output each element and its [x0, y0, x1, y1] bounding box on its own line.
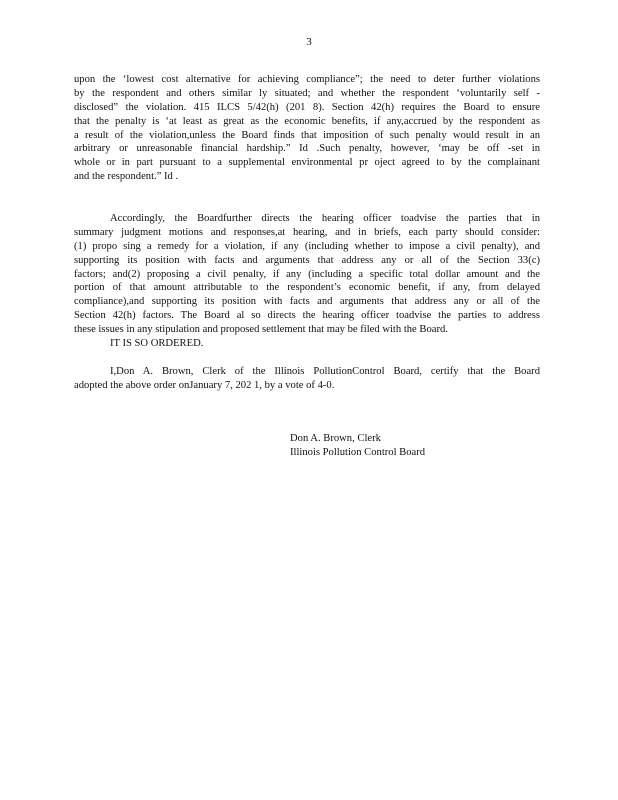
signature-block [290, 432, 425, 460]
text-line: these issues in any stipulation and proposed settlement that may be filed with the Board. [74, 324, 448, 336]
text-line: IT IS SO ORDERED. [110, 338, 204, 349]
so-ordered-statement [74, 337, 540, 351]
text-line: disclosed” the violation. 415 ILCS 5/42(h) (201 8). Section 42(h) requires the Board to ensure [74, 101, 540, 113]
text-line: (1) propo sing a remedy for a violation, if any (including whether to impose a civil penalty), and [74, 240, 540, 252]
page-number: 3 [306, 36, 312, 48]
text-line: I,Don A. Brown, Clerk of the Illinois PollutionControl Board, certify that the Board [110, 366, 540, 377]
paragraph-hearing-directions [74, 212, 540, 337]
text-line: factors; and(2) proposing a civil penalty, if any (including a specific total dollar amount and the [74, 268, 540, 280]
text-line: supporting its position with facts and arguments that address any or all of the Section 33(c) [74, 254, 540, 266]
paragraph-penalty-factors [74, 73, 540, 184]
text-line: upon the ‘lowest cost alternative for achieving compliance”; the need to deter further violations [74, 74, 540, 85]
text-line: and the respondent.” Id . [74, 171, 179, 183]
text-line: portion of that amount attributable to the respondent’s economic benefit, if any, from delayed [74, 282, 540, 294]
text-line: compliance),and supporting its position with facts and arguments that address any or all of the [74, 296, 540, 308]
text-line: a result of the violation,unless the Board finds that imposition of such penalty would result in an [74, 129, 540, 141]
text-line: Section 42(h) factors. The Board al so directs the hearing officer toadvise the parties to address [74, 310, 540, 322]
text-line: Accordingly, the Boardfurther directs the hearing officer toadvise the parties that in [110, 213, 540, 224]
text-line: arbitrary or unreasonable financial hardship.” Id .Such penalty, however, ‘may be off -set in [74, 143, 540, 155]
text-line: adopted the above order onJanuary 7, 202 1, by a vote of 4-0. [74, 379, 335, 391]
text-line: whole or in part pursuant to a supplemental environmental pr oject agreed to by the complainant [74, 157, 540, 169]
text-line: summary judgment motions and responses,at hearing, and in briefs, each party should consider: [74, 226, 540, 238]
signatory-name: Don A. Brown, Clerk [290, 433, 381, 444]
signatory-organization: Illinois Pollution Control Board [290, 447, 426, 458]
text-line: that the penalty is ‘at least as great as the economic benefits, if any,accrued by the respondent as [74, 115, 540, 127]
text-line: by the respondent and others similar ly situated; and whether the respondent ‘voluntarily self - [74, 87, 540, 99]
clerk-certification [74, 365, 540, 393]
